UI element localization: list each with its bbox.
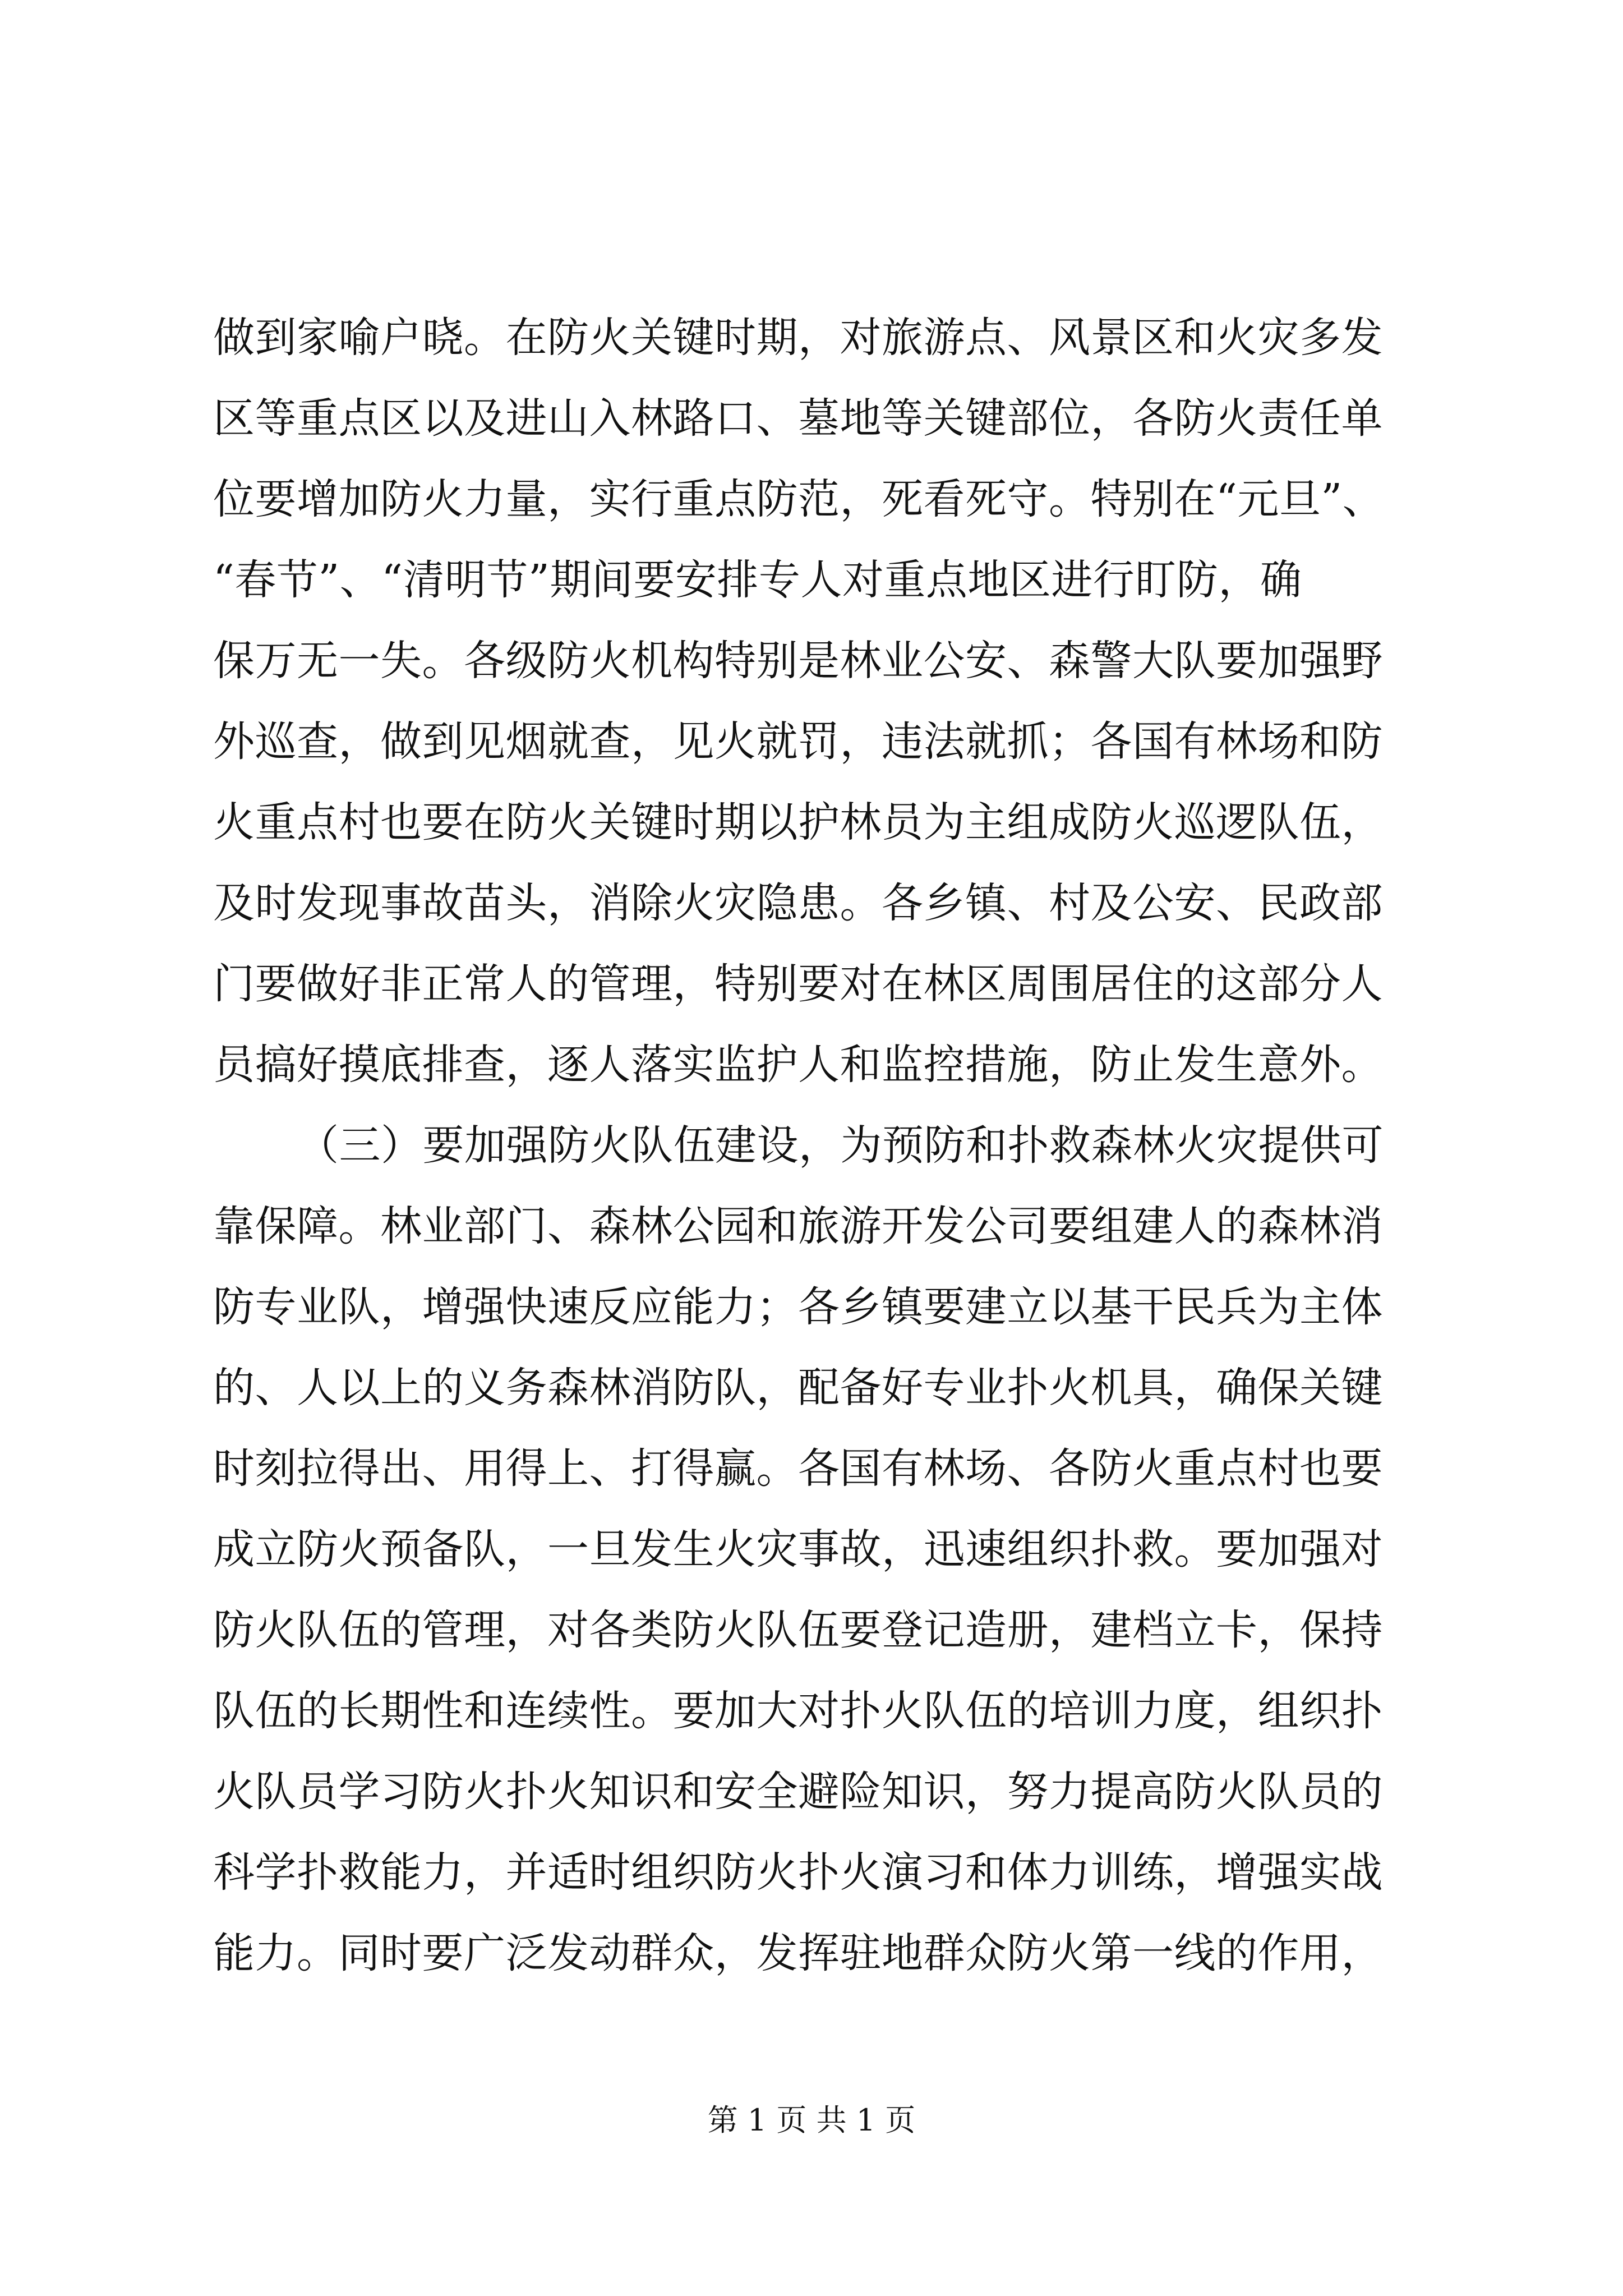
text-line: 队伍的长期性和连续性。要加大对扑火队伍的培训力度，组织扑 xyxy=(213,1687,1383,1735)
text-line: 门要做好非正常人的管理，特别要对在林区周围居住的这部分人 xyxy=(213,960,1383,1008)
text-line: 区等重点区以及进山入林路口、墓地等关键部位，各防火责任单 xyxy=(213,394,1383,443)
text-line: 及时发现事故苗头，消除火灾隐患。各乡镇、村及公安、民政部 xyxy=(213,879,1383,927)
text-line: 做到家喻户晓。在防火关键时期，对旅游点、风景区和火灾多发 xyxy=(213,314,1383,362)
text-line: 火队员学习防火扑火知识和安全避险知识，努力提高防火队员的 xyxy=(213,1768,1383,1816)
paragraph-heading-line: （三）要加强防火队伍建设，为预防和扑救森林火灾提供可 xyxy=(297,1121,1384,1170)
text-line: 员搞好摸底排查，逐人落实监护人和监控措施，防止发生意外。 xyxy=(213,1041,1383,1089)
text-line: 时刻拉得出、用得上、打得赢。各国有林场、各防火重点村也要 xyxy=(213,1444,1383,1493)
text-line: 靠保障。林业部门、森林公园和旅游开发公司要组建人的森林消 xyxy=(213,1202,1383,1250)
text-line: 防专业队，增强快速反应能力；各乡镇要建立以基干民兵为主体 xyxy=(213,1283,1383,1331)
text-line: 位要增加防火力量，实行重点防范，死看死守。特别在“元旦”、 xyxy=(213,475,1385,523)
text-line: 科学扑救能力，并适时组织防火扑火演习和体力训练，增强实战 xyxy=(213,1848,1383,1897)
text-line: 成立防火预备队，一旦发生火灾事故，迅速组织扑救。要加强对 xyxy=(213,1525,1383,1573)
text-line: 能力。同时要广泛发动群众，发挥驻地群众防火第一线的作用， xyxy=(213,1929,1383,1977)
body-text xyxy=(213,297,1436,1994)
text-line: 的、人以上的义务森林消防队，配备好专业扑火机具，确保关键 xyxy=(213,1364,1383,1412)
text-line: 外巡查，做到见烟就查，见火就罚，违法就抓；各国有林场和防 xyxy=(213,717,1383,766)
page-footer: 第 1 页 共 1 页 xyxy=(707,2102,916,2138)
text-line: “春节”、“清明节”期间要安排专人对重点地区进行盯防，确 xyxy=(213,556,1302,604)
text-line: 火重点村也要在防火关键时期以护林员为主组成防火巡逻队伍， xyxy=(213,798,1383,846)
text-line: 保万无一失。各级防火机构特别是林业公安、森警大队要加强野 xyxy=(213,637,1383,685)
text-line: 防火队伍的管理，对各类防火队伍要登记造册，建档立卡，保持 xyxy=(213,1606,1383,1654)
